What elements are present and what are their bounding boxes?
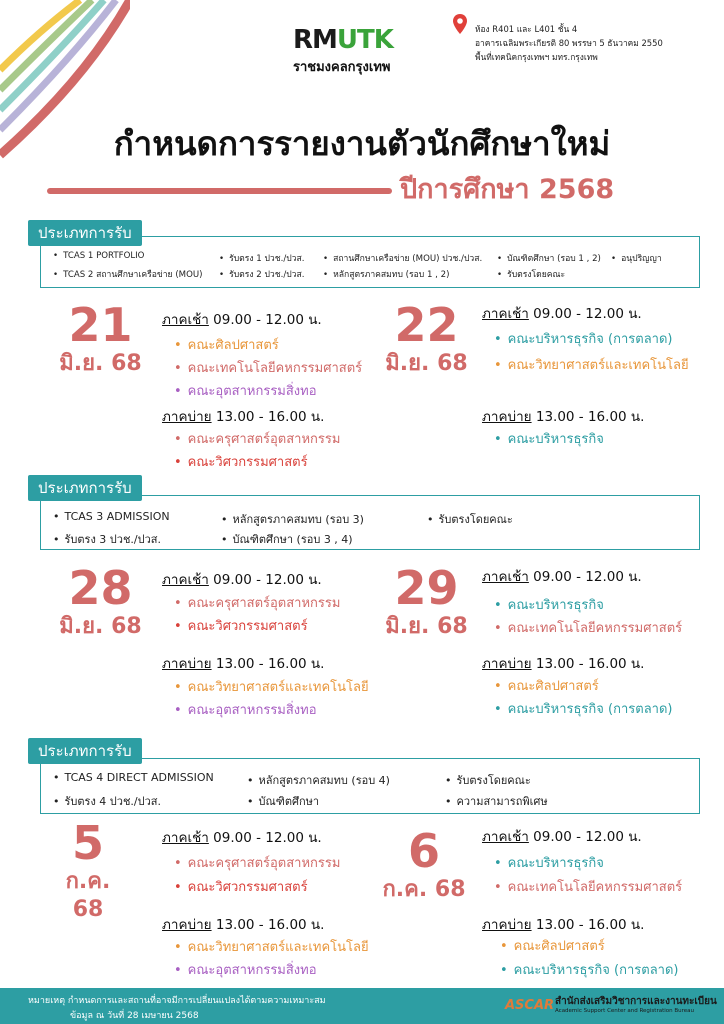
- logo-text-g: UTK: [336, 25, 393, 55]
- list-item: • รับตรงโดยคณะ: [445, 771, 531, 789]
- slot-label: ภาคบ่าย: [482, 917, 532, 933]
- faculty-item: • คณะครุศาสตร์อุตสาหกรรม: [174, 852, 340, 873]
- slot-label: ภาคเช้า: [162, 830, 209, 846]
- faculty-item: • คณะบริหารธุรกิจ (การตลาด): [500, 959, 678, 980]
- address-line: ห้อง R401 และ L401 ชั้น 4: [475, 24, 578, 34]
- morning-slot: [162, 568, 322, 590]
- ascar-name-th: สำนักส่งเสริมวิชาการและงานทะเบียน: [555, 996, 717, 1007]
- list-item: • สถานศึกษาเครือข่าย (MOU) ปวช./ปวส.: [323, 251, 482, 265]
- faculty-item: • คณะศิลปศาสตร์: [174, 334, 279, 355]
- slot-time: 13.00 - 16.00 น.: [531, 409, 645, 425]
- slot-time: 13.00 - 16.00 น.: [531, 656, 645, 672]
- list-item: • บัณฑิตศึกษา (รอบ 3 , 4): [221, 530, 353, 548]
- date-day: 22: [394, 298, 459, 352]
- faculty-item: • คณะบริหารธุรกิจ (การตลาด): [494, 328, 672, 349]
- faculty-item: • คณะเทคโนโลยีคหกรรมศาสตร์: [494, 617, 682, 638]
- faculty-item: • คณะบริหารธุรกิจ: [494, 852, 604, 873]
- section-heading: ประเภทการรับ: [28, 475, 142, 501]
- slot-label: ภาคบ่าย: [162, 917, 212, 933]
- faculty-item: • คณะอุตสาหกรรมสิ่งทอ: [174, 699, 317, 720]
- slot-time: 09.00 - 12.00 น.: [528, 569, 642, 585]
- faculty-item: • คณะวิศวกรรมศาสตร์: [174, 876, 308, 897]
- address-line: พื้นที่เทคนิคกรุงเทพฯ มทร.กรุงเทพ: [475, 52, 598, 62]
- list-item: • รับตรง 4 ปวช./ปวส.: [53, 792, 161, 810]
- footer-note: หมายเหตุ กำหนดการและสถานที่อาจมีการเปลี่ยนแปลงได้ตามความเหมาะสม: [28, 996, 326, 1006]
- list-item: • รับตรงโดยคณะ: [497, 267, 565, 281]
- date-badge: [48, 818, 128, 924]
- date-month: มิ.ย. 68: [385, 614, 468, 639]
- list-item: • บัณฑิตศึกษา (รอบ 1 , 2): [497, 251, 601, 265]
- date-day: 29: [394, 561, 459, 615]
- location-pin-icon: [453, 14, 467, 34]
- list-item: • TCAS 4 DIRECT ADMISSION: [53, 771, 214, 784]
- list-item: • รับตรง 3 ปวช./ปวส.: [53, 530, 161, 548]
- slot-label: ภาคเช้า: [162, 312, 209, 328]
- faculty-item: • คณะอุตสาหกรรมสิ่งทอ: [174, 380, 317, 401]
- faculty-item: • คณะวิทยาศาสตร์และเทคโนโลยี: [494, 354, 689, 375]
- page-title: กำหนดการรายงานตัวนักศึกษาใหม่: [113, 124, 611, 163]
- morning-slot: [162, 826, 322, 848]
- morning-slot: [162, 308, 322, 330]
- date-badge: [374, 563, 479, 641]
- afternoon-slot: [162, 405, 324, 427]
- slot-label: ภาคเช้า: [482, 829, 529, 845]
- logo-text-r: RM: [293, 25, 337, 55]
- slot-time: 13.00 - 16.00 น.: [211, 917, 325, 933]
- date-badge: [48, 300, 153, 378]
- faculty-item: • คณะวิศวกรรมศาสตร์: [174, 451, 308, 472]
- date-month: ก.ค. 68: [65, 869, 111, 922]
- list-item: • TCAS 2 สถานศึกษาเครือข่าย (MOU): [53, 267, 203, 281]
- date-badge: [374, 826, 474, 904]
- faculty-item: • คณะวิศวกรรมศาสตร์: [174, 615, 308, 636]
- slot-label: ภาคบ่าย: [162, 409, 212, 425]
- logo-subtitle: ราชมงคลกรุงเทพ: [293, 60, 391, 75]
- faculty-item: • คณะอุตสาหกรรมสิ่งทอ: [174, 959, 317, 980]
- list-item: • อนุปริญญา: [611, 251, 662, 265]
- slot-label: ภาคเช้า: [482, 306, 529, 322]
- slot-label: ภาคเช้า: [482, 569, 529, 585]
- rmutk-logo: [293, 26, 433, 77]
- slot-time: 09.00 - 12.00 น.: [208, 312, 322, 328]
- faculty-item: • คณะบริหารธุรกิจ (การตลาด): [494, 698, 672, 719]
- ascar-name-en: Academic Support Center and Registration Bureau: [555, 1008, 694, 1014]
- title-underline: [47, 188, 392, 194]
- ascar-logo: [505, 992, 715, 1020]
- faculty-item: • คณะเทคโนโลยีคหกรรมศาสตร์: [494, 876, 682, 897]
- faculty-item: • คณะบริหารธุรกิจ: [494, 594, 604, 615]
- list-item: • หลักสูตรภาคสมทบ (รอบ 4): [247, 771, 390, 789]
- section-heading: ประเภทการรับ: [28, 220, 142, 246]
- slot-time: 13.00 - 16.00 น.: [211, 409, 325, 425]
- faculty-item: • คณะบริหารธุรกิจ: [494, 428, 604, 449]
- list-item: • บัณฑิตศึกษา: [247, 792, 319, 810]
- slot-label: ภาคบ่าย: [162, 656, 212, 672]
- afternoon-slot: [482, 405, 644, 427]
- date-day: 5: [71, 816, 104, 870]
- date-month: ก.ค. 68: [382, 877, 466, 902]
- faculty-item: • คณะศิลปศาสตร์: [500, 935, 605, 956]
- slot-time: 09.00 - 12.00 น.: [208, 572, 322, 588]
- morning-slot: [482, 825, 642, 847]
- slot-label: ภาคบ่าย: [482, 409, 532, 425]
- address: [475, 22, 663, 64]
- footer-bar: [0, 988, 724, 1024]
- slot-time: 13.00 - 16.00 น.: [531, 917, 645, 933]
- slot-time: 09.00 - 12.00 น.: [528, 829, 642, 845]
- list-item: • รับตรง 1 ปวช./ปวส.: [219, 251, 304, 265]
- list-item: • TCAS 1 PORTFOLIO: [53, 251, 144, 261]
- list-item: • ความสามารถพิเศษ: [445, 792, 548, 810]
- date-month: มิ.ย. 68: [59, 351, 142, 376]
- footer-data-date: ข้อมูล ณ วันที่ 28 เมษายน 2568: [70, 1011, 199, 1021]
- ascar-logo-mark: ASCAR: [505, 998, 555, 1013]
- section-heading: ประเภทการรับ: [28, 738, 142, 764]
- date-day: 28: [68, 561, 133, 615]
- faculty-item: • คณะศิลปศาสตร์: [494, 675, 599, 696]
- slot-label: ภาคบ่าย: [482, 656, 532, 672]
- faculty-item: • คณะวิทยาศาสตร์และเทคโนโลยี: [174, 676, 369, 697]
- list-item: • หลักสูตรภาคสมทบ (รอบ 1 , 2): [323, 267, 449, 281]
- morning-slot: [482, 302, 642, 324]
- faculty-item: • คณะครุศาสตร์อุตสาหกรรม: [174, 592, 340, 613]
- slot-time: 09.00 - 12.00 น.: [528, 306, 642, 322]
- date-month: มิ.ย. 68: [59, 614, 142, 639]
- address-line: อาคารเฉลิมพระเกียรติ 80 พรรษา 5 ธันวาคม 2550: [475, 38, 663, 48]
- date-day: 21: [68, 298, 133, 352]
- afternoon-slot: [482, 652, 644, 674]
- slot-label: ภาคเช้า: [162, 572, 209, 588]
- list-item: • รับตรงโดยคณะ: [427, 510, 513, 528]
- date-month: มิ.ย. 68: [385, 351, 468, 376]
- admission-types-box: [40, 495, 700, 550]
- slot-time: 09.00 - 12.00 น.: [208, 830, 322, 846]
- morning-slot: [482, 565, 642, 587]
- afternoon-slot: [482, 913, 644, 935]
- slot-time: 13.00 - 16.00 น.: [211, 656, 325, 672]
- date-badge: [374, 300, 479, 378]
- afternoon-slot: [162, 913, 324, 935]
- faculty-item: • คณะวิทยาศาสตร์และเทคโนโลยี: [174, 936, 369, 957]
- afternoon-slot: [162, 652, 324, 674]
- list-item: • รับตรง 2 ปวช./ปวส.: [219, 267, 304, 281]
- list-item: • TCAS 3 ADMISSION: [53, 510, 170, 523]
- list-item: • หลักสูตรภาคสมทบ (รอบ 3): [221, 510, 364, 528]
- faculty-item: • คณะเทคโนโลยีคหกรรมศาสตร์: [174, 357, 362, 378]
- faculty-item: • คณะครุศาสตร์อุตสาหกรรม: [174, 428, 340, 449]
- academic-year: ปีการศึกษา 2568: [400, 174, 615, 205]
- admission-types-box: [40, 758, 700, 814]
- date-day: 6: [407, 824, 440, 878]
- date-badge: [48, 563, 153, 641]
